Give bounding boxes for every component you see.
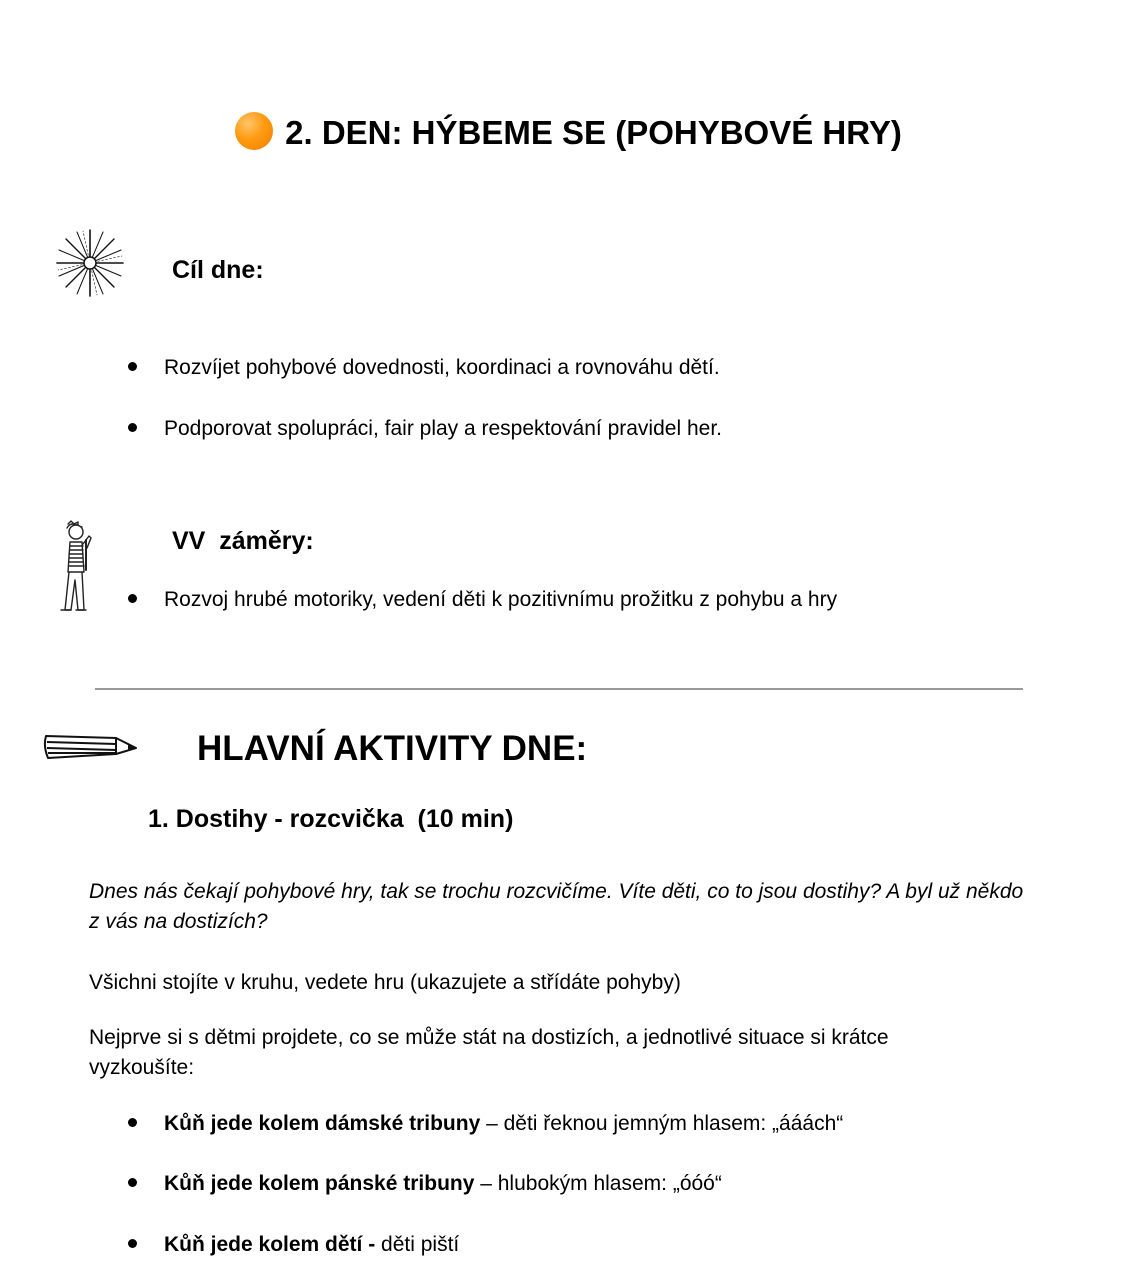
activity-1-heading: 1. Dostihy - rozcvička (10 min) xyxy=(148,805,514,833)
activity-1-intro: Dnes nás čekají pohybové hry, tak se trochu rozcvičíme. Víte děti, co to jsou dostihy? A byl už někdo z vás na dostizích? xyxy=(89,880,1024,933)
bullet-icon xyxy=(128,1118,137,1127)
bullet-icon xyxy=(128,1178,137,1187)
goal-heading: Cíl dne: xyxy=(172,256,264,284)
bullet-icon xyxy=(128,594,137,603)
list-item: Rozvoj hrubé motoriky, vedení děti k pozitivnímu prožitku z pohybu a hry xyxy=(126,585,837,615)
page-title-text: 2. DEN: HÝBEME SE (POHYBOVÉ HRY) xyxy=(285,114,902,151)
list-item: Kůň jede kolem pánské tribuny – hlubokým hlasem: „óóó“ xyxy=(126,1169,722,1199)
divider xyxy=(95,688,1023,690)
activities-heading: HLAVNÍ AKTIVITY DNE: xyxy=(197,729,588,768)
bullet-icon xyxy=(128,1239,137,1248)
list-item: Rozvíjet pohybové dovednosti, koordinaci a rovnováhu dětí. xyxy=(126,353,720,383)
list-item: Kůň jede kolem dámské tribuny – děti řeknou jemným hlasem: „ááách“ xyxy=(126,1109,843,1139)
list-item: Podporovat spolupráci, fair play a respektování pravidel her. xyxy=(126,414,722,444)
list-item: Kůň jede kolem dětí - děti piští xyxy=(126,1230,459,1260)
pencil-icon xyxy=(42,728,142,768)
bullet-icon xyxy=(128,423,137,432)
activity-1-paragraph-2: Nejprve si s dětmi projdete, co se může stát na dostizích, a jednotlivé situace si krátce vyzkoušíte: xyxy=(89,1026,889,1079)
activity-1-paragraph-1: Všichni stojíte v kruhu, vedete hru (ukazujete a střídáte pohyby) xyxy=(89,971,681,994)
sunburst-icon xyxy=(55,228,125,298)
bullet-icon xyxy=(128,362,137,371)
orange-circle-icon xyxy=(235,112,273,150)
boy-illustration-icon xyxy=(48,520,96,616)
page-title xyxy=(0,112,1137,152)
vv-heading: VV záměry: xyxy=(172,527,314,555)
